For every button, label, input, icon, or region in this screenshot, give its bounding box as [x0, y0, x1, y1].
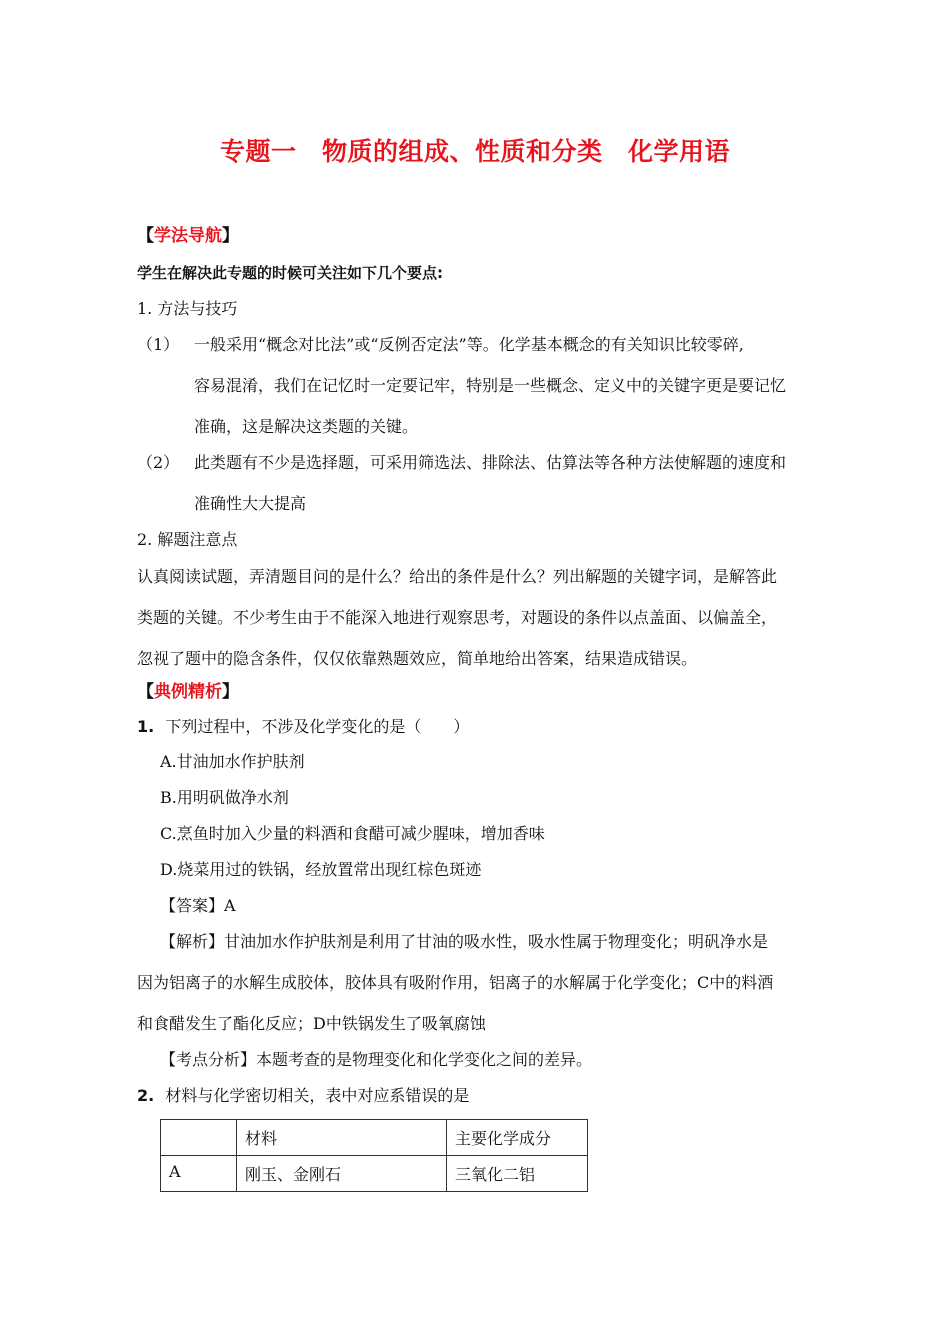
item-number-1: （1） — [137, 335, 180, 354]
section-label: 典例精析 — [154, 682, 222, 702]
materials-table — [160, 1119, 588, 1192]
item-number-2: （2） — [137, 453, 180, 472]
question-1 — [137, 717, 469, 737]
question-stem: 下列过程中，不涉及化学变化的是（ ） — [165, 717, 470, 736]
paragraph-line-2: 类题的关键。不少考生由于不能深入地进行观察思考，对题设的条件以点盖面、以偏盖全， — [137, 608, 778, 627]
item1-line-1: 一般采用“概念对比法”或“反例否定法”等。化学基本概念的有关知识比较零碎, — [194, 335, 744, 354]
table-header-row — [161, 1120, 588, 1156]
question-number: 2. — [137, 1086, 155, 1105]
option-c: C.烹鱼时加入少量的料酒和食醋可减少腥味，增加香味 — [160, 824, 545, 843]
table-cell: 主要化学成分 — [447, 1120, 588, 1156]
page-title: 专题一 物质的组成、性质和分类 化学用语 — [219, 137, 730, 166]
intro-text: 学生在解决此专题的时候可关注如下几个要点: — [137, 264, 444, 282]
question-2 — [137, 1086, 469, 1106]
bracket-open: 【 — [137, 226, 154, 246]
table-cell: 刚玉、金刚石 — [237, 1156, 447, 1192]
section-header-examples — [137, 682, 239, 702]
key-point-analysis: 【考点分析】本题考查的是物理变化和化学变化之间的差异。 — [160, 1050, 593, 1069]
section-label: 学法导航 — [154, 226, 222, 246]
point-heading-1: 1. 方法与技巧 — [137, 299, 238, 318]
table-cell: A — [161, 1156, 237, 1192]
table-cell — [161, 1120, 237, 1156]
bracket-close: 】 — [222, 682, 239, 702]
option-b: B.用明矾做净水剂 — [160, 788, 289, 807]
bracket-open: 【 — [137, 682, 154, 702]
item2-line-2: 准确性大大提高 — [194, 494, 307, 513]
analysis-line-3: 和食醋发生了酯化反应；D中铁锅发生了吸氧腐蚀 — [137, 1014, 486, 1033]
analysis-line-1: 【解析】甘油加水作护肤剂是利用了甘油的吸水性，吸水性属于物理变化；明矾净水是 — [160, 932, 769, 951]
item2-line-1: 此类题有不少是选择题，可采用筛选法、排除法、估算法等各种方法使解题的速度和 — [194, 453, 787, 472]
section-header-study-guide — [137, 226, 239, 246]
option-a: A.甘油加水作护肤剂 — [160, 752, 305, 771]
item1-line-3: 准确，这是解决这类题的关键。 — [194, 417, 419, 436]
paragraph-line-1: 认真阅读试题，弄清题目问的是什么？给出的条件是什么？列出解题的关键字词，是解答此 — [137, 567, 778, 586]
question-number: 1. — [137, 717, 155, 736]
answer: 【答案】A — [160, 896, 236, 915]
analysis-line-2: 因为铝离子的水解生成胶体，胶体具有吸附作用，铝离子的水解属于化学变化；C中的料酒 — [137, 973, 774, 992]
question-stem: 材料与化学密切相关，表中对应系错误的是 — [165, 1086, 470, 1105]
bracket-close: 】 — [222, 226, 239, 246]
paragraph-line-3: 忽视了题中的隐含条件，仅仅依靠熟题效应，简单地给出答案，结果造成错误。 — [137, 649, 698, 668]
point-heading-2: 2. 解题注意点 — [137, 530, 238, 549]
table-cell: 材料 — [237, 1120, 447, 1156]
option-d: D.烧菜用过的铁锅，经放置常出现红棕色斑迹 — [160, 860, 482, 879]
table-row — [161, 1156, 588, 1192]
item1-line-2: 容易混淆，我们在记忆时一定要记牢，特别是一些概念、定义中的关键字更是要记忆 — [194, 376, 787, 395]
table-cell: 三氧化二铝 — [447, 1156, 588, 1192]
